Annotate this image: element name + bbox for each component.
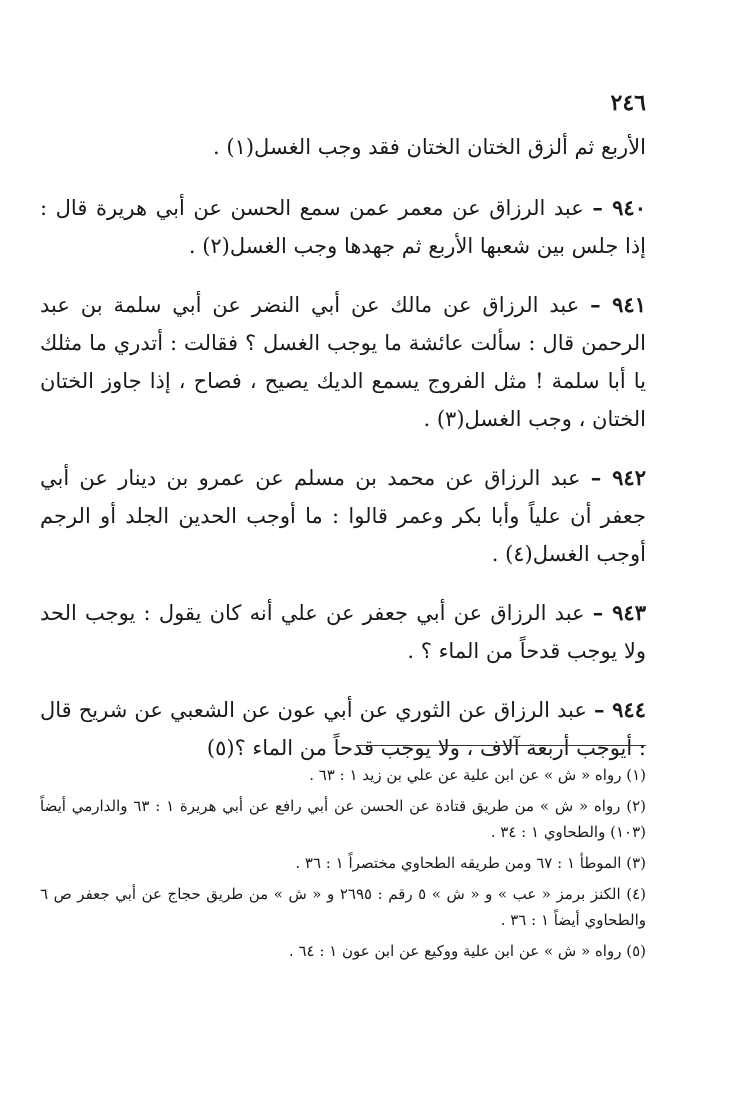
document-page — [40, 0, 646, 1100]
footnote-divider — [356, 745, 646, 746]
paragraph-continuation — [40, 128, 646, 166]
hadith-940 — [40, 189, 646, 265]
footnote-5: (٥) رواه « ش » عن ابن علية ووكيع عن ابن عون ١ : ٦٤ . — [288, 942, 646, 960]
hadith-number: ٩٤٠ – — [592, 195, 646, 220]
page-number: ٢٤٦ — [610, 90, 646, 116]
hadith-941 — [40, 286, 646, 438]
paragraph-text: عبد الرزاق عن معمر عمن سمع الحسن عن أبي هريرة قال : إذا جلس بين شعبها الأربع ثم جهدها وجب الغسل(٢) . — [40, 196, 646, 258]
paragraph-text: الأربع ثم ألزق الختان الختان فقد وجب الغسل(١) . — [213, 135, 646, 159]
footnote-4: (٤) الكنز برمز « عب » و « ش » ٥ رقم : ٢٦٩٥ و « ش » من طريق حجاج عن أبي جعفر ص ٦ والطحاوي أيضاً ١ : ٣٦ . — [40, 885, 646, 929]
hadith-number: ٩٤٣ – — [592, 600, 646, 625]
hadith-number: ٩٤١ – — [590, 292, 646, 317]
hadith-944 — [40, 691, 646, 767]
hadith-number: ٩٤٢ – — [590, 465, 646, 490]
footnote-2: (٢) رواه « ش » من طريق قتادة عن الحسن عن أبي رافع عن أبي هريرة ١ : ٦٣ والدارمي أيضاً (١٠٣) والطحاوي ١ : ٣٤ . — [40, 797, 646, 841]
hadith-942 — [40, 459, 646, 573]
footnote-1: (١) رواه « ش » عن ابن علية عن علي بن زيد ١ : ٦٣ . — [309, 766, 646, 784]
paragraph-text: عبد الرزاق عن محمد بن مسلم عن عمرو بن دينار عن أبي جعفر أن علياً وأبا بكر وعمر قالوا : ما أوجب الحدين الجلد أو الرجم أوجب الغسل(٤) . — [40, 466, 646, 566]
main-text — [40, 128, 646, 788]
hadith-number: ٩٤٤ – — [593, 697, 646, 722]
paragraph-text: عبد الرزاق عن مالك عن أبي النضر عن أبي سلمة بن عبد الرحمن قال : سألت عائشة ما يوجب الغسل ؟ فقالت : أتدري ما مثلك يا أبا سلمة ! مثل الفروج يسمع الديك يصيح ، فصاح ، إذا جاوز الختان الختان ، وجب الغسل(٣) . — [40, 293, 646, 431]
hadith-943 — [40, 594, 646, 670]
paragraph-text: عبد الرزاق عن أبي جعفر عن علي أنه كان يقول : يوجب الحد ولا يوجب قدحاً من الماء ؟ . — [40, 601, 646, 663]
footnote-3: (٣) الموطأ ١ : ٦٧ ومن طريقه الطحاوي مختصراً ١ : ٣٦ . — [295, 854, 646, 872]
paragraph-text: عبد الرزاق عن الثوري عن أبي عون عن الشعبي عن شريح قال : أيوجب أربعة آلاف ، ولا يوجب قدحاً من الماء ؟(٥) — [40, 698, 646, 760]
footnotes — [40, 762, 646, 969]
